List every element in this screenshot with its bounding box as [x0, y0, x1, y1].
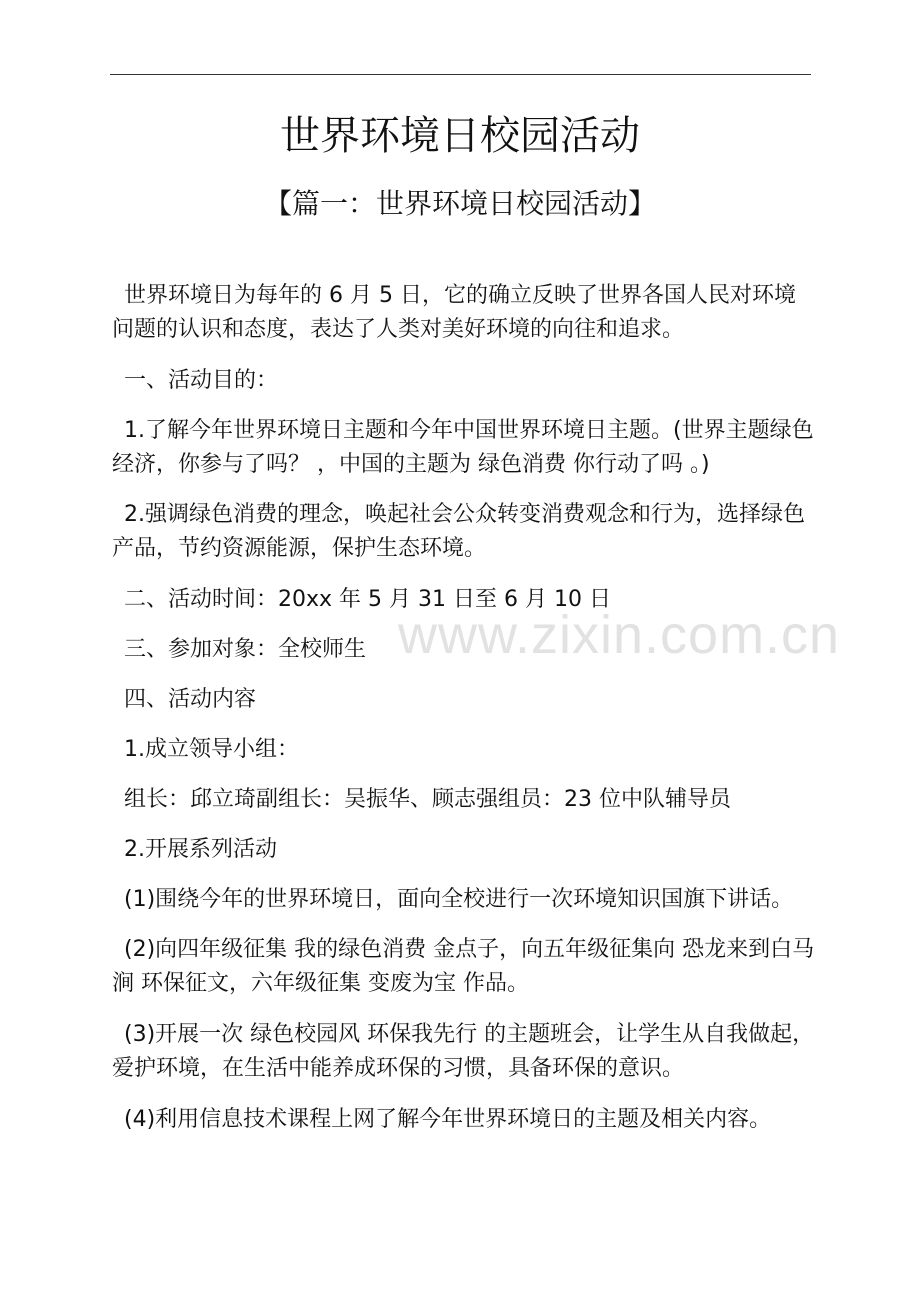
activity-item-2: (2)向四年级征集 我的绿色消费 金点子，向五年级征集向 恐龙来到白马涧 环保征文，六年级征集 变废为宝 作品。 [112, 937, 815, 996]
intro-paragraph: 世界环境日为每年的 6 月 5 日，它的确立反映了世界各国人民对环境问题的认识和态度，表达了人类对美好环境的向往和追求。 [112, 283, 796, 342]
header-rule [110, 74, 811, 75]
activity-item-1: (1)围绕今年的世界环境日，面向全校进行一次环境知识国旗下讲话。 [124, 887, 794, 912]
section-heading-purpose: 一、活动目的： [124, 368, 279, 393]
activity-item-4: (4)利用信息技术课程上网了解今年世界环境日的主题及相关内容。 [124, 1107, 772, 1132]
section-heading-content: 四、活动内容 [124, 687, 257, 712]
site-watermark: www.zixin.com.cn [398, 605, 841, 665]
section-heading-time: 二、活动时间：20xx 年 5 月 31 日至 6 月 10 日 [124, 587, 611, 612]
content-item-1: 1.成立领导小组： [124, 737, 299, 762]
document-subtitle: 【篇一：世界环境日校园活动】 [263, 187, 656, 220]
document-title: 世界环境日校园活动 [280, 113, 640, 159]
purpose-item-1: 1.了解今年世界环境日主题和今年中国世界环境日主题。(世界主题绿色经济，你参与了吗？ ，中国的主题为 绿色消费 你行动了吗 。) [112, 418, 814, 477]
activity-item-3: (3)开展一次 绿色校园风 环保我先行 的主题班会，让学生从自我做起，爱护环境，在生活中能养成环保的习惯，具备环保的意识。 [112, 1022, 815, 1081]
leadership-members: 组长：邱立琦副组长：吴振华、顾志强组员：23 位中队辅导员 [124, 787, 731, 812]
content-item-2: 2.开展系列活动 [124, 837, 277, 862]
section-heading-participants: 三、参加对象：全校师生 [124, 637, 367, 662]
purpose-item-2: 2.强调绿色消费的理念，唤起社会公众转变消费观念和行为，选择绿色产品，节约资源能源，保护生态环境。 [112, 502, 805, 561]
